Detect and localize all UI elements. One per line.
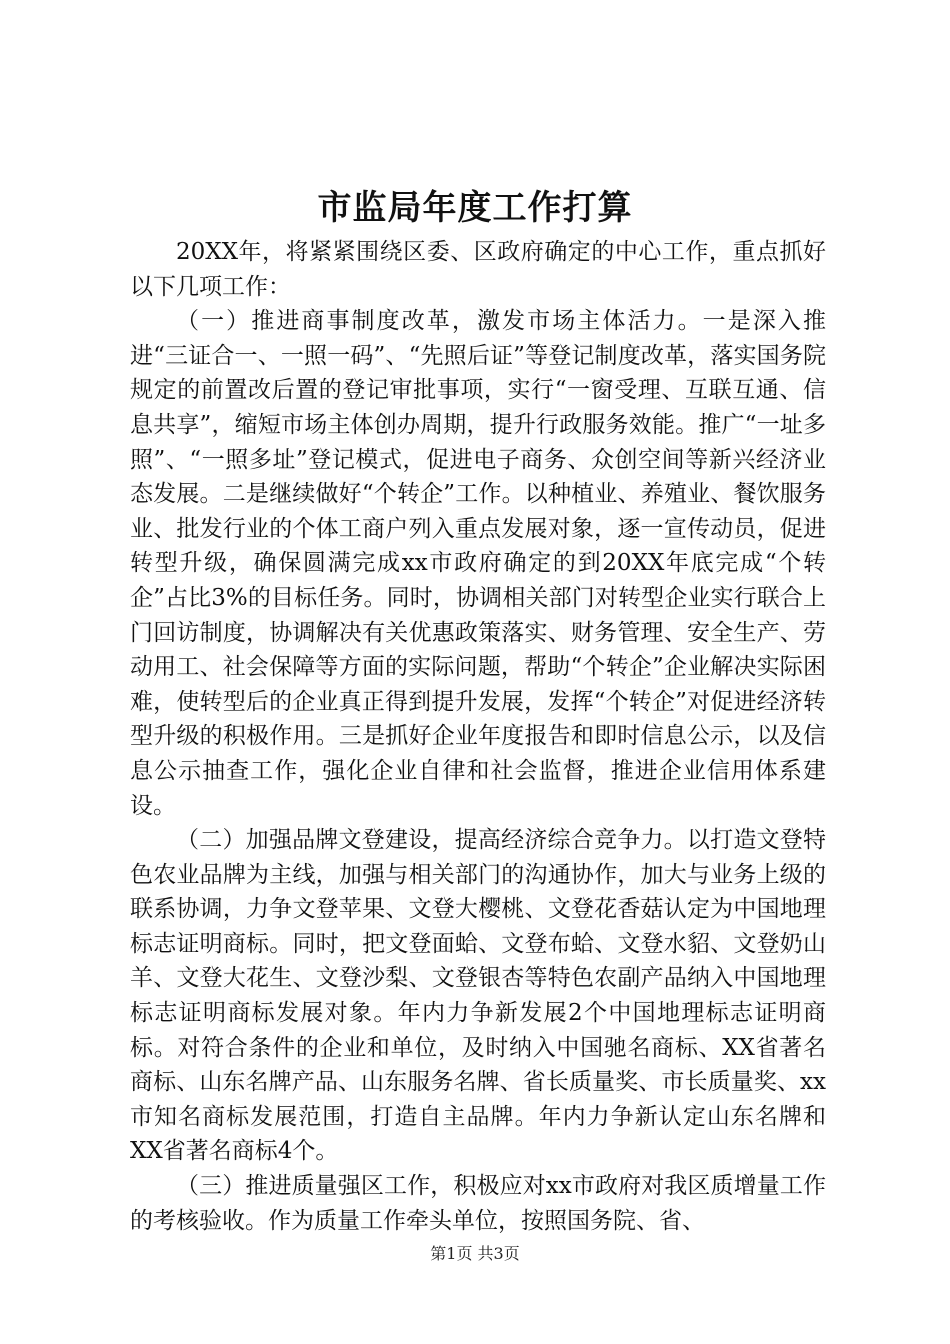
paragraph-section-3: （三）推进质量强区工作，积极应对xx市政府对我区质增量工作的考核验收。作为质量工作牵头单位，按照国务院、省、 xyxy=(130,1173,826,1234)
page-number-footer: 第1页 共3页 xyxy=(430,1244,520,1263)
document-title: 市监局年度工作打算 xyxy=(317,188,633,228)
paragraph-section-2: （二）加强品牌文登建设，提高经济综合竞争力。以打造文登特色农业品牌为主线，加强与相关部门的沟通协作，加大与业务上级的联系协调，力争文登苹果、文登大樱桃、文登花香菇认定为中国地理标志证明商标。同时，把文登面蛤、文登布蛤、文登水貂、文登奶山羊、文登大花生、文登沙梨、文登银杏等特色农副产品纳入中国地理标志证明商标发展对象。年内力争新发展2个中国地理标志证明商标。对符合条件的企业和单位，及时纳入中国驰名商标、XX省著名商标、山东名牌产品、山东服务名牌、省长质量奖、市长质量奖、xx市知名商标发展范围，打造自主品牌。年内力争新认定山东名牌和XX省著名商标4个。 xyxy=(130,827,826,1165)
document-body xyxy=(130,235,826,1238)
paragraph-intro: 20XX年，将紧紧围绕区委、区政府确定的中心工作，重点抓好以下几项工作： xyxy=(130,239,826,300)
paragraph-section-1: （一）推进商事制度改革，激发市场主体活力。一是深入推进“三证合一、一照一码”、“先照后证”等登记制度改革，落实国务院规定的前置改后置的登记审批事项，实行“一窗受理、互联互通、信息共享”，缩短市场主体创办周期，提升行政服务效能。推广“一址多照”、“一照多址”登记模式，促进电子商务、众创空间等新兴经济业态发展。二是继续做好“个转企”工作。以种植业、养殖业、餐饮服务业、批发行业的个体工商户列入重点发展对象，逐一宣传动员，促进转型升级，确保圆满完成xx市政府确定的到20XX年底完成“个转企”占比3%的目标任务。同时，协调相关部门对转型企业实行联合上门回访制度，协调解决有关优惠政策落实、财务管理、安全生产、劳动用工、社会保障等方面的实际问题，帮助“个转企”企业解决实际困难，使转型后的企业真正得到提升发展，发挥“个转企”对促进经济转型升级的积极作用。三是抓好企业年度报告和即时信息公示，以及信息公示抽查工作，强化企业自律和社会监督，推进企业信用体系建设。 xyxy=(130,308,826,819)
